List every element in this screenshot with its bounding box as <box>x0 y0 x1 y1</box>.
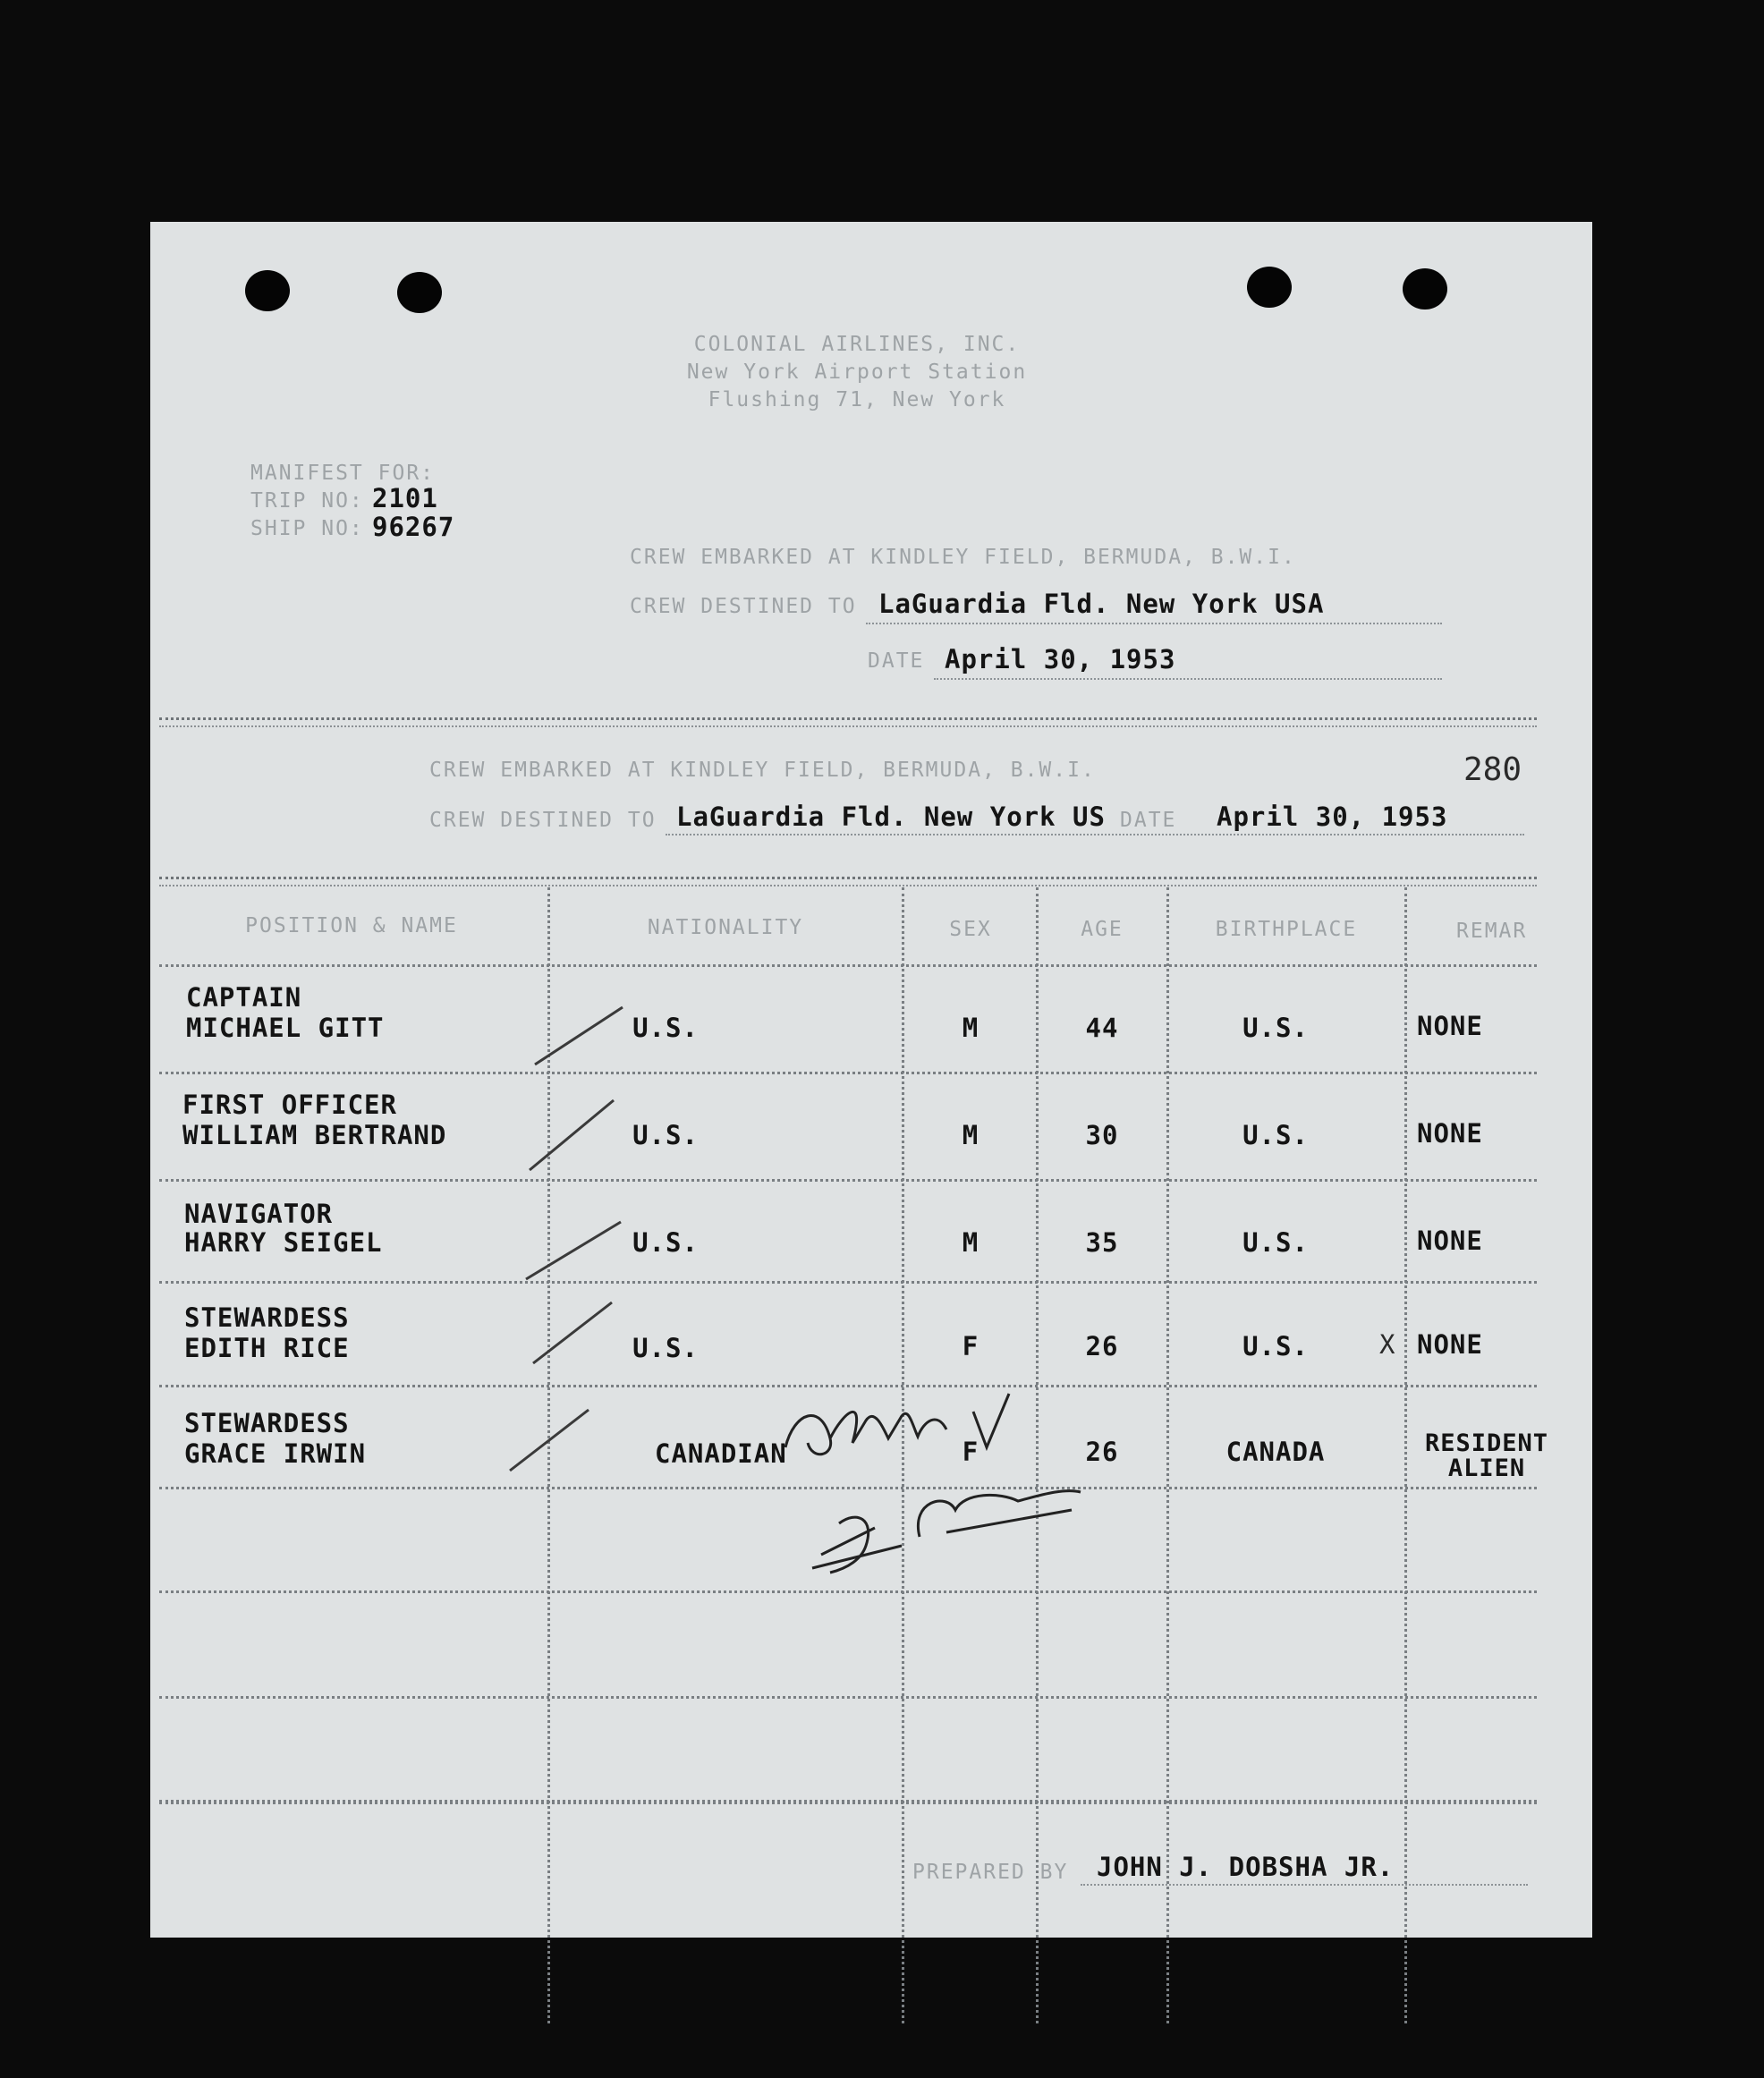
crew-name: EDITH RICE <box>184 1333 350 1363</box>
crew-birthplace: U.S. <box>1242 1013 1309 1043</box>
crew-birthplace: CANADA <box>1225 1437 1326 1467</box>
crew-sex: M <box>962 1120 980 1150</box>
destined-label: CREW DESTINED TO <box>630 595 857 618</box>
manifest-heading: MANIFEST FOR: <box>250 462 436 485</box>
crew-name: HARRY SEIGEL <box>184 1227 383 1258</box>
crew-remarks: NONE <box>1417 1329 1483 1360</box>
crew-age: 26 <box>1085 1331 1119 1361</box>
crew-sex: M <box>962 1013 980 1043</box>
destined-value: LaGuardia Fld. New York USA <box>878 589 1325 619</box>
crew-nationality: CANADIAN <box>655 1438 787 1469</box>
check-mark-icon <box>521 1215 628 1286</box>
embarked-text-2: CREW EMBARKED AT KINDLEY FIELD, BERMUDA, B.W.I. <box>429 759 1096 782</box>
punch-hole-1 <box>245 270 290 311</box>
crew-name: GRACE IRWIN <box>184 1438 367 1469</box>
date-label: DATE <box>868 649 925 673</box>
trip-number: 2101 <box>372 483 438 513</box>
date-label-2: DATE <box>1120 809 1177 832</box>
divider-table <box>159 877 1537 886</box>
punch-hole-2 <box>397 272 442 313</box>
crew-age: 30 <box>1085 1120 1119 1150</box>
header-nationality: NATIONALITY <box>647 916 804 939</box>
header-birthplace: BIRTHPLACE <box>1215 918 1358 941</box>
crew-nationality: U.S. <box>632 1013 699 1043</box>
page-number: 280 <box>1463 751 1522 788</box>
crew-name: WILLIAM BERTRAND <box>182 1120 447 1150</box>
company-city: Flushing 71, New York <box>708 388 1006 411</box>
crew-birthplace: U.S. <box>1242 1227 1309 1258</box>
ship-number: 96267 <box>372 512 455 542</box>
ship-label: SHIP NO: <box>250 517 364 540</box>
company-name: COLONIAL AIRLINES, INC. <box>693 333 1021 356</box>
crew-nationality: U.S. <box>632 1227 699 1258</box>
crew-sex: F <box>962 1331 980 1361</box>
crew-birthplace: U.S. <box>1242 1331 1309 1361</box>
crew-birthplace: U.S. <box>1242 1120 1309 1150</box>
crew-age: 26 <box>1085 1437 1119 1467</box>
destined-value-2: LaGuardia Fld. New York US <box>676 802 1106 832</box>
prepared-label: PREPARED BY <box>912 1861 1069 1884</box>
trip-label: TRIP NO: <box>250 489 364 513</box>
header-position: POSITION & NAME <box>245 914 458 937</box>
crew-age: 35 <box>1085 1227 1119 1258</box>
date-value-2: April 30, 1953 <box>1217 802 1448 832</box>
punch-hole-3 <box>1247 267 1292 308</box>
divider-top <box>159 717 1537 727</box>
crew-remarks: NONE <box>1417 1118 1483 1149</box>
check-mark-icon <box>524 1095 623 1175</box>
crew-nationality: U.S. <box>632 1333 699 1363</box>
check-mark-icon <box>526 1000 633 1072</box>
company-header <box>651 331 1063 414</box>
crew-remarks: NONE <box>1417 1011 1483 1041</box>
date-value: April 30, 1953 <box>945 644 1176 674</box>
crew-remarks: NONE <box>1417 1226 1483 1256</box>
header-sex: SEX <box>949 918 992 941</box>
crew-mark: X <box>1379 1329 1395 1360</box>
crew-age: 44 <box>1085 1013 1119 1043</box>
header-remarks: REMAR <box>1456 920 1528 943</box>
crew-position: FIRST OFFICER <box>182 1090 397 1120</box>
crew-position: STEWARDESS <box>184 1408 350 1438</box>
prepared-by: JOHN J. DOBSHA JR. <box>1097 1852 1395 1882</box>
crew-position: CAPTAIN <box>186 982 302 1013</box>
punch-hole-4 <box>1403 268 1447 310</box>
company-station: New York Airport Station <box>686 360 1028 384</box>
crew-position: STEWARDESS <box>184 1302 350 1333</box>
crew-sex: M <box>962 1227 980 1258</box>
header-age: AGE <box>1081 918 1124 941</box>
check-mark-icon <box>528 1295 617 1370</box>
embarked-text: CREW EMBARKED AT KINDLEY FIELD, BERMUDA, B.W.I. <box>630 546 1296 569</box>
crew-name: MICHAEL GITT <box>186 1013 385 1043</box>
crew-remarks: RESIDENT ALIEN <box>1424 1429 1549 1482</box>
check-mark-icon <box>505 1403 594 1478</box>
manifest-page <box>150 222 1592 1938</box>
destined-label-2: CREW DESTINED TO <box>429 809 657 832</box>
handwritten-signature-icon <box>768 1376 1161 1590</box>
crew-position: NAVIGATOR <box>184 1199 334 1229</box>
crew-nationality: U.S. <box>632 1120 699 1150</box>
crew-sex: F <box>962 1437 980 1467</box>
